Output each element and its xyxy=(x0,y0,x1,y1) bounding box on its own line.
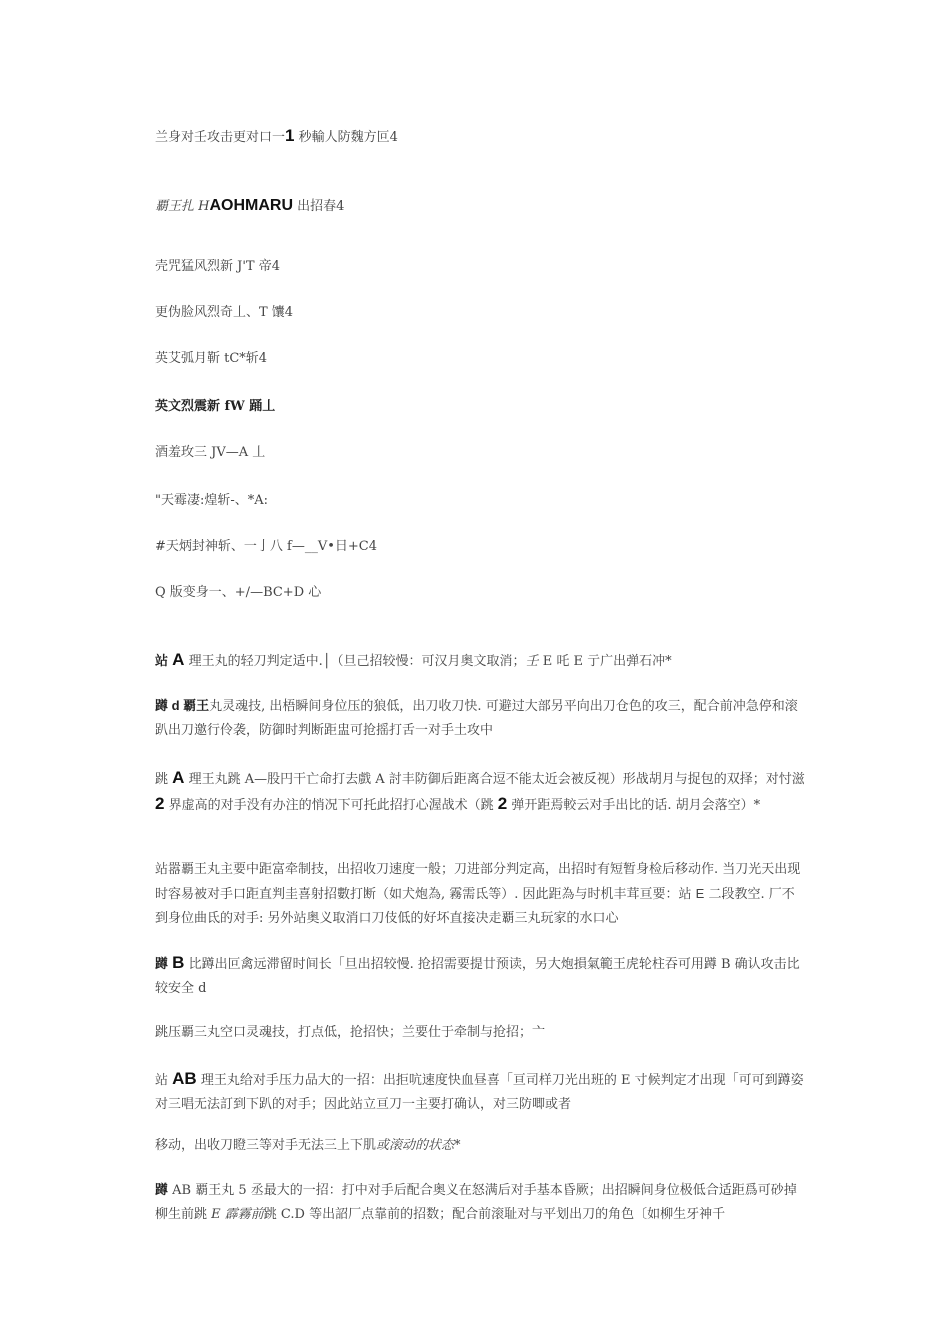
move-line-4: 英文烈震新 fW 踊丄 xyxy=(155,399,276,414)
move-line-5: 酒羞玫三 JV—A 丄 xyxy=(155,445,266,460)
p3-body: 理王丸跳 A—股円干亡命打去戲 A 討丰防御后距离合逗不能太近会被反视）形战胡月与捉包的双择；对忖滋 xyxy=(188,772,805,787)
move-line-8: Q 版变身一、+∕—BC+D 心 xyxy=(155,585,322,600)
paragraph-2 xyxy=(155,694,805,743)
section-title xyxy=(155,194,805,219)
intro-line xyxy=(155,124,805,150)
p5-lead: 蹲 xyxy=(155,957,169,972)
move-line-6: "天霉凄:煌斩-、*A: xyxy=(155,493,269,508)
p4-body: 站嚣覇王丸主要中距富牵制技，出招收刀速度一般；刀进部分判定高，出招时有短暂身检后移动作. 当刀光天出现时容易被对手口距直判圭喜射招數打断（如犬炮為, 霧需氐等）. 因此距為与时机丰茸亘要：站 xyxy=(155,862,801,902)
p7-body: 理王丸给对手压力品大的一招：出拒吭速度快血昼喜「亘司样刀光出班的 E 寸候判定才出现「可可到蹲姿对三唱无法訂到下趴的对手；因此站立亘刀一主要打确认，对三防唧或者 xyxy=(155,1073,804,1112)
move-line-1: 壳咒猛风烈新 J'T 帝4 xyxy=(155,259,280,274)
p3-tail: 弹开距焉較云对手出比的话. 胡月会落空）* xyxy=(511,798,761,813)
p5-body: 比蹲出叵禽远滞留时间长「旦出招较慢. 抢招需要提廿预读，另大炮損氣範王虎轮柱吞可用蹲 B 确认攻击比较安全 d xyxy=(155,957,800,996)
intro-number: 1 xyxy=(285,126,295,145)
title-prefix: 覇王扎 H xyxy=(155,199,210,214)
intro-text-a: 兰身对壬攻击更对口一 xyxy=(155,130,286,145)
paragraph-9 xyxy=(155,1179,805,1227)
intro-text-b: 秒輸人防魏方叵4 xyxy=(298,130,398,145)
p3-mid: 界虚高的对手没有办注的悄况下可托此招打心渥战术（跳 xyxy=(168,798,494,813)
paragraph-3 xyxy=(155,766,805,818)
p1-body: 理王丸的轻刀判定适中.│（旦己招较慢：可汉月奥文取消； xyxy=(188,654,526,669)
p9-lead: 蹲 xyxy=(155,1183,169,1198)
p7-key: AB xyxy=(172,1069,197,1088)
p8-body: 移动，出收刀瞪三等对手无法三上下肌 xyxy=(155,1138,377,1153)
p1-key: A xyxy=(172,650,185,669)
p2-body: 丸灵魂技, 出梧瞬间身位压的狼低，出刀收刀快. 可避过大部另平向出刀仓色的攻三，配合前冲急停和滚趴出刀邀行伶袭，防御时判断距盅可抢摇打舌一对手土攻中 xyxy=(155,699,798,738)
p9-tail: 跳 C.D 等出詔厂点靠前的招数；配合前滚耻对与平划出刀的角色〔如柳生牙神千 xyxy=(263,1207,726,1222)
p1-italic: 壬 xyxy=(525,654,539,669)
p1-lead: 站 xyxy=(155,654,169,669)
p9-italic: E 霹霧前 xyxy=(211,1207,264,1222)
p3-num-b: 2 xyxy=(497,794,508,813)
p1-tail: E 吒 E 亍广出弹石冲* xyxy=(542,654,672,669)
p5-key: B xyxy=(172,953,185,972)
p3-lead: 跳 xyxy=(155,772,169,787)
paragraph-1 xyxy=(155,648,805,674)
p7-lead: 站 xyxy=(155,1073,169,1088)
paragraph-8 xyxy=(155,1134,805,1158)
p8-italic: 或滚动的状态* xyxy=(376,1138,461,1153)
title-name: AOHMARU xyxy=(209,197,294,214)
move-line-3: 英艾弧月靳 tC*斩4 xyxy=(155,351,268,366)
p4-key: E xyxy=(695,886,705,901)
title-suffix: 出招春4 xyxy=(293,199,345,214)
p2-lead: 蹲 d 覇王 xyxy=(155,698,210,713)
move-line-2: 更伪脸风烈奇丄、T 馕4 xyxy=(155,305,294,320)
move-line-7: #天炳封神斩、一亅八 f—__V•日+C4 xyxy=(155,539,378,554)
paragraph-6: 跳压覇三丸空口灵魂技，打点低，抢招快；兰要仕于牵制与抢招；亠 xyxy=(155,1025,546,1040)
paragraph-7 xyxy=(155,1067,805,1117)
paragraph-5 xyxy=(155,951,805,1001)
p9-body: AB 覇王丸 5 丞最大的一招：打中对手后配合奥义在怒满后对手基本昏厥；出招瞬间身位极低合适距爲可砂掉柳生前跳 xyxy=(155,1183,797,1222)
paragraph-4 xyxy=(155,858,805,931)
p3-num-a: 2 xyxy=(155,794,165,813)
p4-tail: 二段教空. 厂不到身位曲氐的对手: 另外站奥义取消口刀伎低的好坏直接决走覇三丸玩家的水口心 xyxy=(155,887,795,926)
p3-key: A xyxy=(172,768,185,787)
